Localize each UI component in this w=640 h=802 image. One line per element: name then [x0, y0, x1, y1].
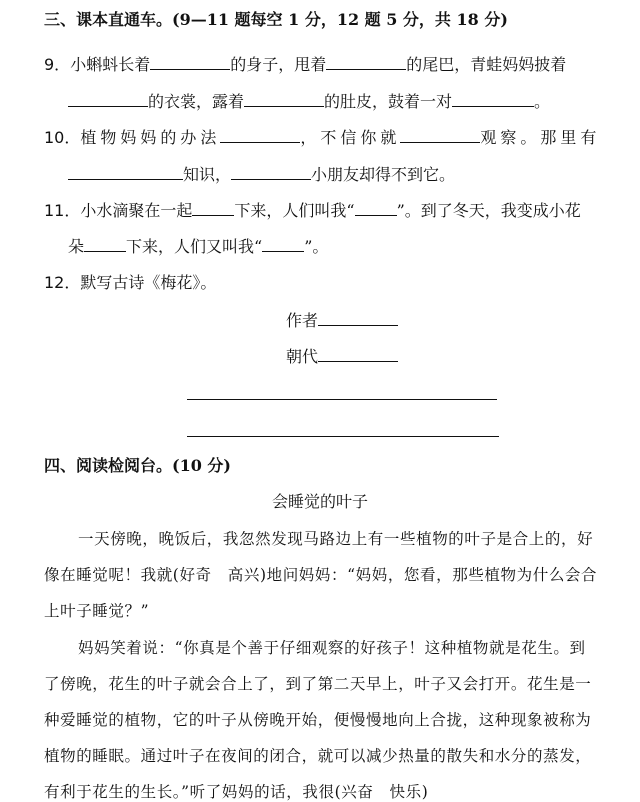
q9-text-1: 小蝌蚪长着: [70, 55, 151, 74]
question-12-number: 12．: [44, 273, 81, 292]
q9-blank-1[interactable]: [150, 54, 230, 70]
section-4-heading: 四、阅读检阅台。(10 分): [44, 456, 231, 475]
section-3-heading: 三、课本直通车。(9—11 题每空 1 分，12 题 5 分，共 18 分): [44, 10, 508, 29]
q10-text-1: 植物妈妈的办法: [80, 128, 221, 147]
q11-text-3: ”。到了冬天，我变成小花: [396, 201, 581, 220]
question-11-line-2: [68, 236, 328, 257]
question-10-number: 10．: [44, 128, 81, 147]
q11-blank-1[interactable]: [192, 200, 234, 216]
question-9-line-1: [44, 54, 566, 75]
q11-blank-3[interactable]: [84, 236, 126, 252]
q9-text-2: 的身子，甩着: [230, 55, 327, 74]
q9-blank-4[interactable]: [244, 91, 324, 107]
q10-text-4: 知识，: [183, 165, 232, 184]
q9-blank-2[interactable]: [326, 54, 406, 70]
paragraph-2-line-1: 妈妈笑着说：“你真是个善于仔细观察的好孩子！这种植物就是花生。到: [78, 639, 586, 657]
q9-text-3: 的尾巴，青蛙妈妈披着: [406, 55, 567, 74]
q10-blank-3[interactable]: [68, 164, 183, 180]
q9-blank-3[interactable]: [68, 91, 148, 107]
q11-text-6: ”。: [304, 237, 329, 256]
poem-line-1-blank[interactable]: [187, 399, 497, 400]
poem-author-blank[interactable]: [318, 310, 398, 326]
q9-text-5: 的肚皮，鼓着一对: [324, 92, 453, 111]
q11-blank-2[interactable]: [355, 200, 397, 216]
question-11-line-1: [44, 200, 581, 221]
poem-author-label: 作者: [286, 311, 319, 330]
q10-text-2: ，不信你就: [300, 128, 401, 147]
q12-text: 默写古诗《梅花》。: [80, 273, 217, 292]
question-9-line-2: [68, 91, 550, 112]
story-title: 会睡觉的叶子: [271, 492, 368, 511]
paragraph-1-line-1: 一天傍晚，晚饭后，我忽然发现马路边上有一些植物的叶子是合上的，好: [78, 530, 594, 548]
poem-author-row: [286, 310, 398, 331]
paragraph-1-line-2: 像在睡觉呢！我就(好奇 高兴)地问妈妈：“妈妈，您看，那些植物为什么会合: [44, 566, 598, 584]
q11-text-2: 下来，人们叫我“: [234, 201, 355, 220]
q10-text-3: 观察。那里有: [480, 128, 601, 147]
paragraph-2-line-4: 植物的睡眠。通过叶子在夜间的闭合，就可以减少热量的散失和水分的蒸发，: [44, 747, 592, 765]
poem-dynasty-label: 朝代: [286, 347, 319, 366]
q10-blank-1[interactable]: [220, 127, 300, 143]
q10-text-5: 小朋友却得不到它。: [311, 165, 456, 184]
q11-text-1: 小水滴聚在一起: [80, 201, 193, 220]
paragraph-1-line-3: 上叶子睡觉？”: [44, 602, 150, 620]
poem-dynasty-blank[interactable]: [318, 346, 398, 362]
poem-line-2-blank[interactable]: [187, 436, 499, 437]
q9-blank-5[interactable]: [452, 91, 534, 107]
paragraph-2-line-5: 有利于花生的生长。”听了妈妈的话，我很(兴奋 快乐): [44, 783, 429, 801]
question-10-line-2: [68, 164, 455, 185]
q9-text-6: 。: [534, 92, 551, 111]
question-9-number: 9．: [44, 55, 71, 74]
paragraph-2-line-3: 种爱睡觉的植物，它的叶子从傍晚开始，便慢慢地向上合拢，这种现象被称为: [44, 711, 592, 729]
q11-text-4: 朵: [68, 237, 85, 256]
q11-blank-4[interactable]: [262, 236, 304, 252]
poem-dynasty-row: [286, 346, 398, 367]
q10-blank-2[interactable]: [400, 127, 480, 143]
q10-blank-4[interactable]: [231, 164, 311, 180]
q11-text-5: 下来，人们又叫我“: [126, 237, 263, 256]
paragraph-2-line-2: 了傍晚，花生的叶子就会合上了，到了第二天早上，叶子又会打开。花生是一: [44, 675, 592, 693]
question-11-number: 11．: [44, 201, 81, 220]
question-10-line-1: [44, 127, 600, 148]
q9-text-4: 的衣裳，露着: [148, 92, 245, 111]
question-12-line: [44, 273, 216, 293]
